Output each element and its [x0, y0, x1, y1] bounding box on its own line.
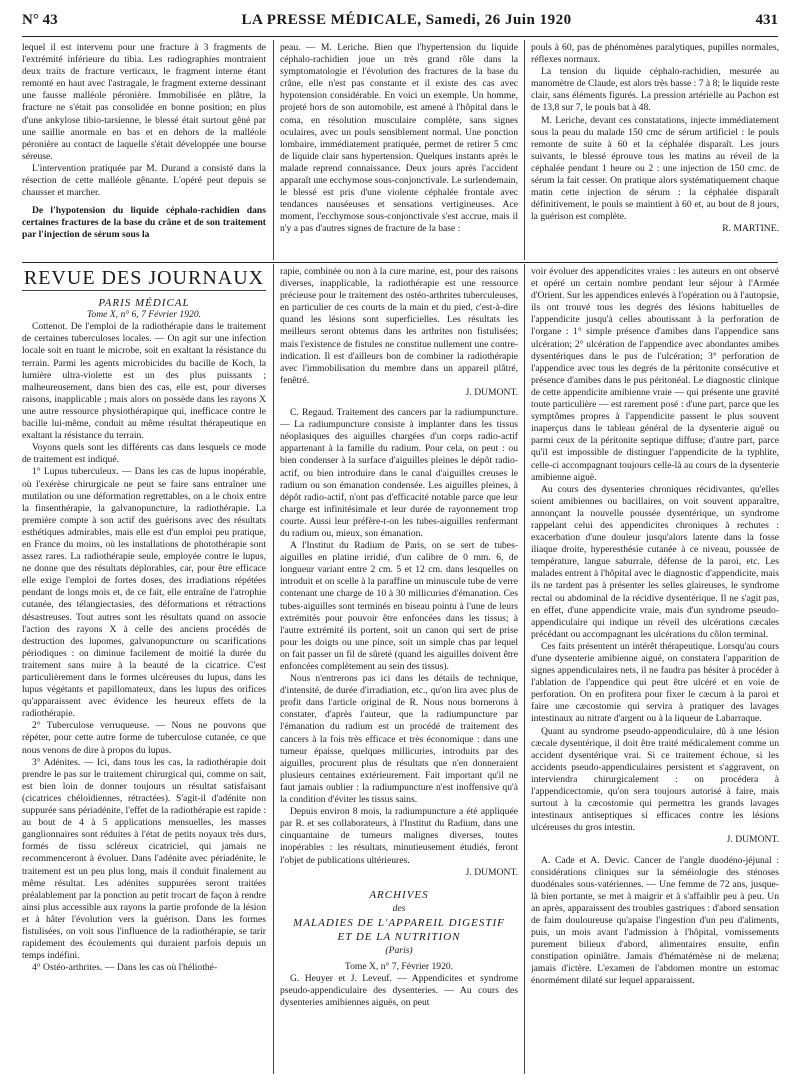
archives-title: (Paris): [385, 945, 413, 957]
paragraph: lequel il est intervenu pour une fracture à 3 fragments de l'extrémité inférieure du tibia. Les radiographies montraient deux traits de fracture verticaux, le fragment interne étant remonté en haut avec l'astragale, le fragment externe dessinant une fausse malléole péronière. Immobilisée en plâtre, la fracture ne s'était pas consolidée en bonne position; en plus d'une ankylose tibio-tarsienne, le blessé était surtout gêné par une saillie anormale en bas et en dehors de la malléole péronière au contact de laquelle s'était développée une bourse séreuse.: [22, 42, 266, 162]
paragraph: La tension du liquide céphalo-rachidien, mesurée au manomètre de Claude, est alors très basse : 7 à 8; le liquide reste clair, sans éléments figurés. La pression artérielle au Pachon est de 13,8 sur 7, le pouls bat à 48.: [531, 66, 779, 114]
paragraph: L'intervention pratiquée par M. Durand a consisté dans la résection de cette malléole gênante. L'opéré peut depuis se chausser et marcher.: [22, 162, 266, 199]
paragraph: Nous n'entrerons pas ici dans les détails de technique, d'intensité, de durée d'irradiation, etc., qu'on lira avec plus de profit dans l'article original de R. Nous nous bornerons à constater, d'après l'auteur, que la radiumpuncture par l'émanation du radium est un procédé de traitement des cancers à la fois très efficace et très économique : dans une tumeur épaisse, quelques millicuries, introduits par des aiguilles, procurent plus de résultats que n'en donneraient plusieurs centaines extérieurement. Fait important qu'il ne faut jamais oublier : la radiumpuncture n'est inoffensive qu'à la condition d'éviter les tissus sains.: [280, 673, 518, 806]
header-rule: [22, 36, 778, 37]
paragraph: peau. — M. Leriche. Bien que l'hypertension du liquide céphalo-rachidien joue un très grand rôle dans la symptomatologie et l'évolution des fractures de la base du crâne, elle n'est pas constante et il existe des cas avec hypotension considérable. En voici un exemple. Un homme, projeté hors de son automobile, est amené à l'hôpital dans le coma, en résolution musculaire complète, sans signes oculaires, avec un pouls sensiblement normal. Une ponction lombaire, immédiatement pratiquée, permet de retirer 5 cmc de liquide clair sans hypertension. Quelques instants après le malade reprend connaissance. Deux jours après l'accident apparaît une ecchymose sous-conjonctivale. Le surlendemain, le blessé est pris d'une violente céphalée frontale avec tendances nauséeuses et sensations vertigineuses. Ace moment, l'ecchymose sous-conjonctivale s'est accrue, mais il n'y a pas d'autres signes de fracture de la base :: [280, 42, 518, 235]
section-rule: [22, 262, 778, 263]
paragraph: Cottenot. De l'emploi de la radiothérapie dans le traitement de certaines tuberculoses locales. — On agit sur une infection locale soit en tuant le microbe, soit en exaltant la résistance du terrain. Parmi les agents microbicides du bacille de Koch, la lumière ultra-violette est un des plus puissants ; malheureusement, dans bien des cas, elle est, pour diverses raisons, inapplicable ; mais alors on possède dans les rayons X une autre ressource physiothérapique qui, inefficace contre le bacille lui-même, conduit au même résultat thérapeutique en exaltant la résistance du terrain.: [22, 321, 266, 442]
title-rule: [22, 290, 266, 291]
paragraph: Quant au syndrome pseudo-appendiculaire, dû à une lésion cæcale dysentérique, il doit être traité médicalement comme un accident dysentérique vrai. Si ce traitement échoue, si les accidents pseudo-appendiculaires persistent et s'aggravent, on interviendra chirurgicalement : on procédera à l'appendicectomie, qu'on sera toujours autorisé à faire, mais surtout à la cæcostomie qui permettra les grands lavages intestinaux antiseptiques si efficaces contre les lésions ulcéreuses du gros intestin.: [531, 725, 779, 834]
signature: R. MARTINE.: [722, 223, 779, 235]
signature: J. DUMONT.: [465, 866, 518, 878]
paragraph: M. Leriche, devant ces constatations, injecte immédiatement sous la peau du malade 150 cmc de sérum artificiel : le pouls remonte de suite à 60 et la céphalée disparaît. Les jours suivants, le blessé éprouve tous les matins au réveil de la céphalée pendant 1 heure ou 2 : une injection de 150 cmc. de sérum la fait cesser. On pratique alors systématiquement chaque matin cette injection de sérum : la céphalée disparaît définitivement, le pouls se maintient à 60 et, au bout de 8 jours, la guérison est complète.: [531, 114, 779, 223]
archives-title: ET DE LA NUTRITION: [337, 930, 461, 943]
section-heading: De l'hypotension du liquide céphalo-rachidien dans certaines fractures de la base du crâne et de son traitement par l'injection de sérum sous la: [22, 205, 266, 241]
column-divider: [524, 264, 525, 1074]
paragraph: pouls à 60, pas de phénomènes paralytiques, pupilles normales, réflexes normaux.: [531, 42, 779, 66]
page-header: [22, 12, 778, 34]
paragraph: rapie, combinée ou non à la cure marine, est, pour des raisons diverses, inapplicable, la radiothérapie est une ressource précieuse pour le traitement des ostéo-arthrites tuberculeuses, en particulier de ces courts de la main et du pied, c'est-à-dire quand les lésions sont superficielles. Les résultats les meilleurs seront obtenus dans les arthrites non fistulisées; mais l'existence de fistules ne constitue nullement une contre-indication. Il est d'ailleurs bon de combiner la radiothérapie avec l'immobilisation du membre dans un appareil plâtré, fenêtré.: [280, 266, 518, 386]
bottom-column-3: [531, 266, 779, 1072]
paragraph: Voyons quels sont les différents cas dans lesquels ce mode de traitement est indiqué.: [22, 442, 266, 466]
paragraph: A. Cade et A. Devic. Cancer de l'angle duodéno-jéjunal : considérations cliniques sur la séméiologie des sténoses duodénales sous-vatériennes. — Une femme de 72 ans, jusque-là bien portante, se met à maigrir et à s'affaiblir peu à peu. Un an après, apparaissent des troubles gastriques : d'abord sensation de faim douloureuse qu'apaise l'ingestion d'un peu d'aliments, puis, un mois avant l'admission à l'hôpital, vomissements purement bilieux d'abord, alimentaires ensuite, enfin constipation opiniâtre. Jamais d'hématémèse ni de melæna; jamais d'ictère. L'examen de l'abdomen montre un estomac énormément dilaté sur lequel apparaissent.: [531, 854, 779, 987]
top-column-1: [22, 42, 266, 260]
journal-issue: Tome X, n° 7, Février 1920.: [344, 961, 454, 973]
bottom-column-2: [280, 266, 518, 1072]
top-column-2: [280, 42, 518, 260]
column-divider: [273, 40, 274, 260]
archives-title: ARCHIVES: [369, 888, 429, 901]
archives-title: MALADIES DE L'APPAREIL DIGESTIF: [293, 916, 505, 929]
signature: J. DUMONT.: [726, 834, 779, 846]
journal-title: LA PRESSE MÉDICALE, Samedi, 26 Juin 1920: [241, 12, 572, 28]
issue-number: N° 43: [22, 12, 58, 28]
paragraph: 4° Ostéo-arthrites. — Dans les cas où l'héliothé-: [32, 962, 218, 974]
signature: J. DUMONT.: [465, 386, 518, 398]
paragraph: G. Heuyer et J. Leveuf. — Appendicites et syndrome pseudo-appendiculaire des dysenteries. — Au cours des dysenteries amibiennes aiguës, on peut: [280, 973, 518, 1009]
column-divider: [273, 264, 274, 1074]
paragraph: 1° Lupus tuberculeux. — Dans les cas de lupus inopérable, où l'exérèse chirurgicale ne peut se faire sans entraîner une mutilation ou une déformation regrettables, on a le choix entre la finsenthérapie, la galvanopuncture, la radiothérapie. La première compte à son actif des guérisons avec des résultats esthétiques admirables, mais elle est d'un emploi peu pratique, en France du moins, où les installations de photothérapie sont assez rares. La radiothérapie seule, employée contre le lupus, ne donne que des résultats déplorables, car, pour être efficace elle exige l'emploi de fortes doses, des irradiations répétées pendant de longs mois et, de ce fait, elle entraîne de l'atrophie cutanée, des télangiectasies, des déformations et rétractions désastreuses. Tout autres sont les résultats quand on associe l'action des rayons X à celle des anciens procédés de destruction des lupomes, galvanopuncture ou scarifications périodiques : on diminue facilement de moitié la durée du traitement sans nuire à la beauté de la cicatrice. C'est particulièrement dans le formes ulcéreuses du lupus, dans les lupus végétants et papillomateux, dans les lupus des orifices qu'apparaissent avec évidence les heureux effets de la radiothérapie.: [22, 466, 266, 720]
journal-issue: Tome X, n° 6, 7 Février 1920.: [86, 309, 202, 321]
paragraph: Au cours des dysenteries chroniques récidivantes, qu'elles soient amibiennes ou bacillaires, on voit souvent apparaître, annonçant la nouvelle poussée dysentérique, un syndrome rappelant celui des appendicites chroniques à rechutes : exacerbation d'une douleur jusqu'alors latente dans la fosse iliaque droite, hyperesthésie cutanée à ce niveau, poussée de température, langue saburrale, défense de la paroi, etc. Les malades entrent à l'hôpital avec le diagnostic d'appendicite, mais ils ne tardent pas à présenter les selles glaireuses, le syndrome rectal ou abdominal de la récidive dysentérique. Il ne s'agit pas, en effet, d'une appendicite vraie, mais d'un syndrome pseudo-appendiculaire qui indique un réveil des ulcérations cæcales précédant ou accompagnant les ulcérations du côlon terminal.: [531, 483, 779, 640]
paragraph: Depuis environ 8 mois, la radiumpuncture a été appliquée par R. et ses collaborateurs, à l'Institut du Radium, dans une cinquantaine de tumeurs malignes diverses, toutes inopérables : les résultats, minutieusement étudiés, feront l'objet de publications ultérieures.: [280, 806, 518, 866]
paragraph: 2° Tuberculose verruqueuse. — Nous ne pouvons que répéter, pour cette autre forme de tuberculose cutanée, ce que nous venons de dire à propos du lupus.: [22, 720, 266, 756]
paragraph: 3° Adénites. — Ici, dans tous les cas, la radiothérapie doit prendre le pas sur le traitement chirurgical qui, comme on sait, est bien loin de donner toujours un résultat satisfaisant (cicatrices chéloïdiennes, rétractées). S'agit-il d'adénite non suppurée sans périadénite, l'effet de la radiothérapie est rapide : au bout de 4 à 5 applications mensuelles, les masses ganglionnaires sont réduites à l'état de petits noyaux très durs, formés de tissu scléreux cicatriciel, qui jamais ne recommenceront à évoluer. Dans l'adénite avec périadénite, le traitement est un peu plus long, mais il conduit finalement au même résultat. Les adénites suppurées seront traitées préalablement par la ponction au petit trocart de façon à rendre ainsi plus accessible aux rayons la partie profonde de la lésion et à hâter l'évolution vers la guérison. Dans les formes fistulisées, on voit sous l'influence de la radiothérapie, se tarir rapidement des écoulements qui duraient parfois depuis un temps indéfini.: [22, 756, 266, 962]
paragraph: Ces faits présentent un intérêt thérapeutique. Lorsqu'au cours d'une dysenterie amibienne aiguë, on constatera l'apparition de signes appendiculaires nets, il ne faudra pas hésiter à procéder à l'ablation de l'appendice qui peut être ulcéré et en voie de perforation. On en profitera pour fixer le cæcum à la paroi et faire une cæcostomie qui servira à pratiquer des lavages intestinaux au nitrate d'argent ou à la liqueur de Labarraque.: [531, 640, 779, 725]
page-number: 431: [755, 12, 778, 28]
paragraph: C. Regaud. Traitement des cancers par la radiumpuncture. — La radiumpuncture consiste à implanter dans les tissus néoplasiques des aiguilles chargées d'un corps radio-actif appartenant à la famille du radium. Pour cela, on peut : ou bien condenser à la surface d'aiguilles pleines le dépôt radio-actif, ou bien introduire dans le canal d'aiguilles creuses le radium ou son émanation condensée. Les aiguilles pleines, à dépôt radio-actif, n'ont pas d'efficacité notable parce que leur charge est infinitésimale et leur durée de rayonnement trop courte. Aussi leur préfère-t-on les tubes-aiguilles renfermant du radium ou, mieux, son émanation.: [280, 407, 518, 539]
paragraph: voir évoluer des appendicites vraies : les auteurs en ont observé et opéré un certain nombre pendant leur séjour à l'Armée d'Orient. Sur les appendices enlevés à l'opération ou à l'autopsie, ils ont trouvé tous les degrés des lésions habituelles de l'appendicite jusqu'à celles aboutissant à la perforation de l'organe : 1° simple présence d'amibes dans l'appendice sans ulcération; 2° ulcération de l'appendice avec abondantes amibes dysentériques dans le pus de l'ulcération; 3° perforation de l'appendice avec tous les degrés de la péritonite consécutive et présence d'amibes dans le pus péritonéal. Le diagnostic clinique de cette appendicite amibienne vraie — qui présente une gravité toute particulière — est rarement posé : d'une part, parce que les symptômes propres à l'appendicite passent le plus souvent inaperçus dans le tableau général de la dysenterie aiguë ou parmi ceux de la péritonite septique diffuse; d'autre part, parce qu'il est impossible de distinguer l'appendicite de la typhlite, celle-ci accompagnant toujours celle-là au cours de la dysenterie amibienne aiguë.: [531, 266, 779, 483]
bottom-column-1: [22, 266, 266, 1072]
journal-section-title: PARIS MÉDICAL: [98, 297, 190, 310]
column-divider: [524, 40, 525, 260]
top-column-3: [531, 42, 779, 260]
paragraph: A l'Institut du Radium de Paris, on se sert de tubes-aiguilles en platine irridié, d'un calibre de 0 mm. 6, de longueur variant entre 2 cm. 5 et 12 cm. dans lesquelles on introduit et on scelle à la paraffine un minuscule tube de verre contenant une charge de 10 à 30 millicuries d'émanation. Ces tubes-aiguilles sont terminés en biseau pointu à l'une de leurs extrémités pour pouvoir être enfoncées dans les tissus; à l'autre extrémité ils portent, soit un canon qui sert de prise pour les doigts ou une pince, soit un simple chas par lequel on fait passer un fil de sûreté (quand les aiguilles doivent être enfoncées complètement au sein des tissus).: [280, 540, 518, 672]
revue-title: REVUE DES JOURNAUX: [23, 267, 265, 289]
archives-title: des: [392, 902, 406, 914]
